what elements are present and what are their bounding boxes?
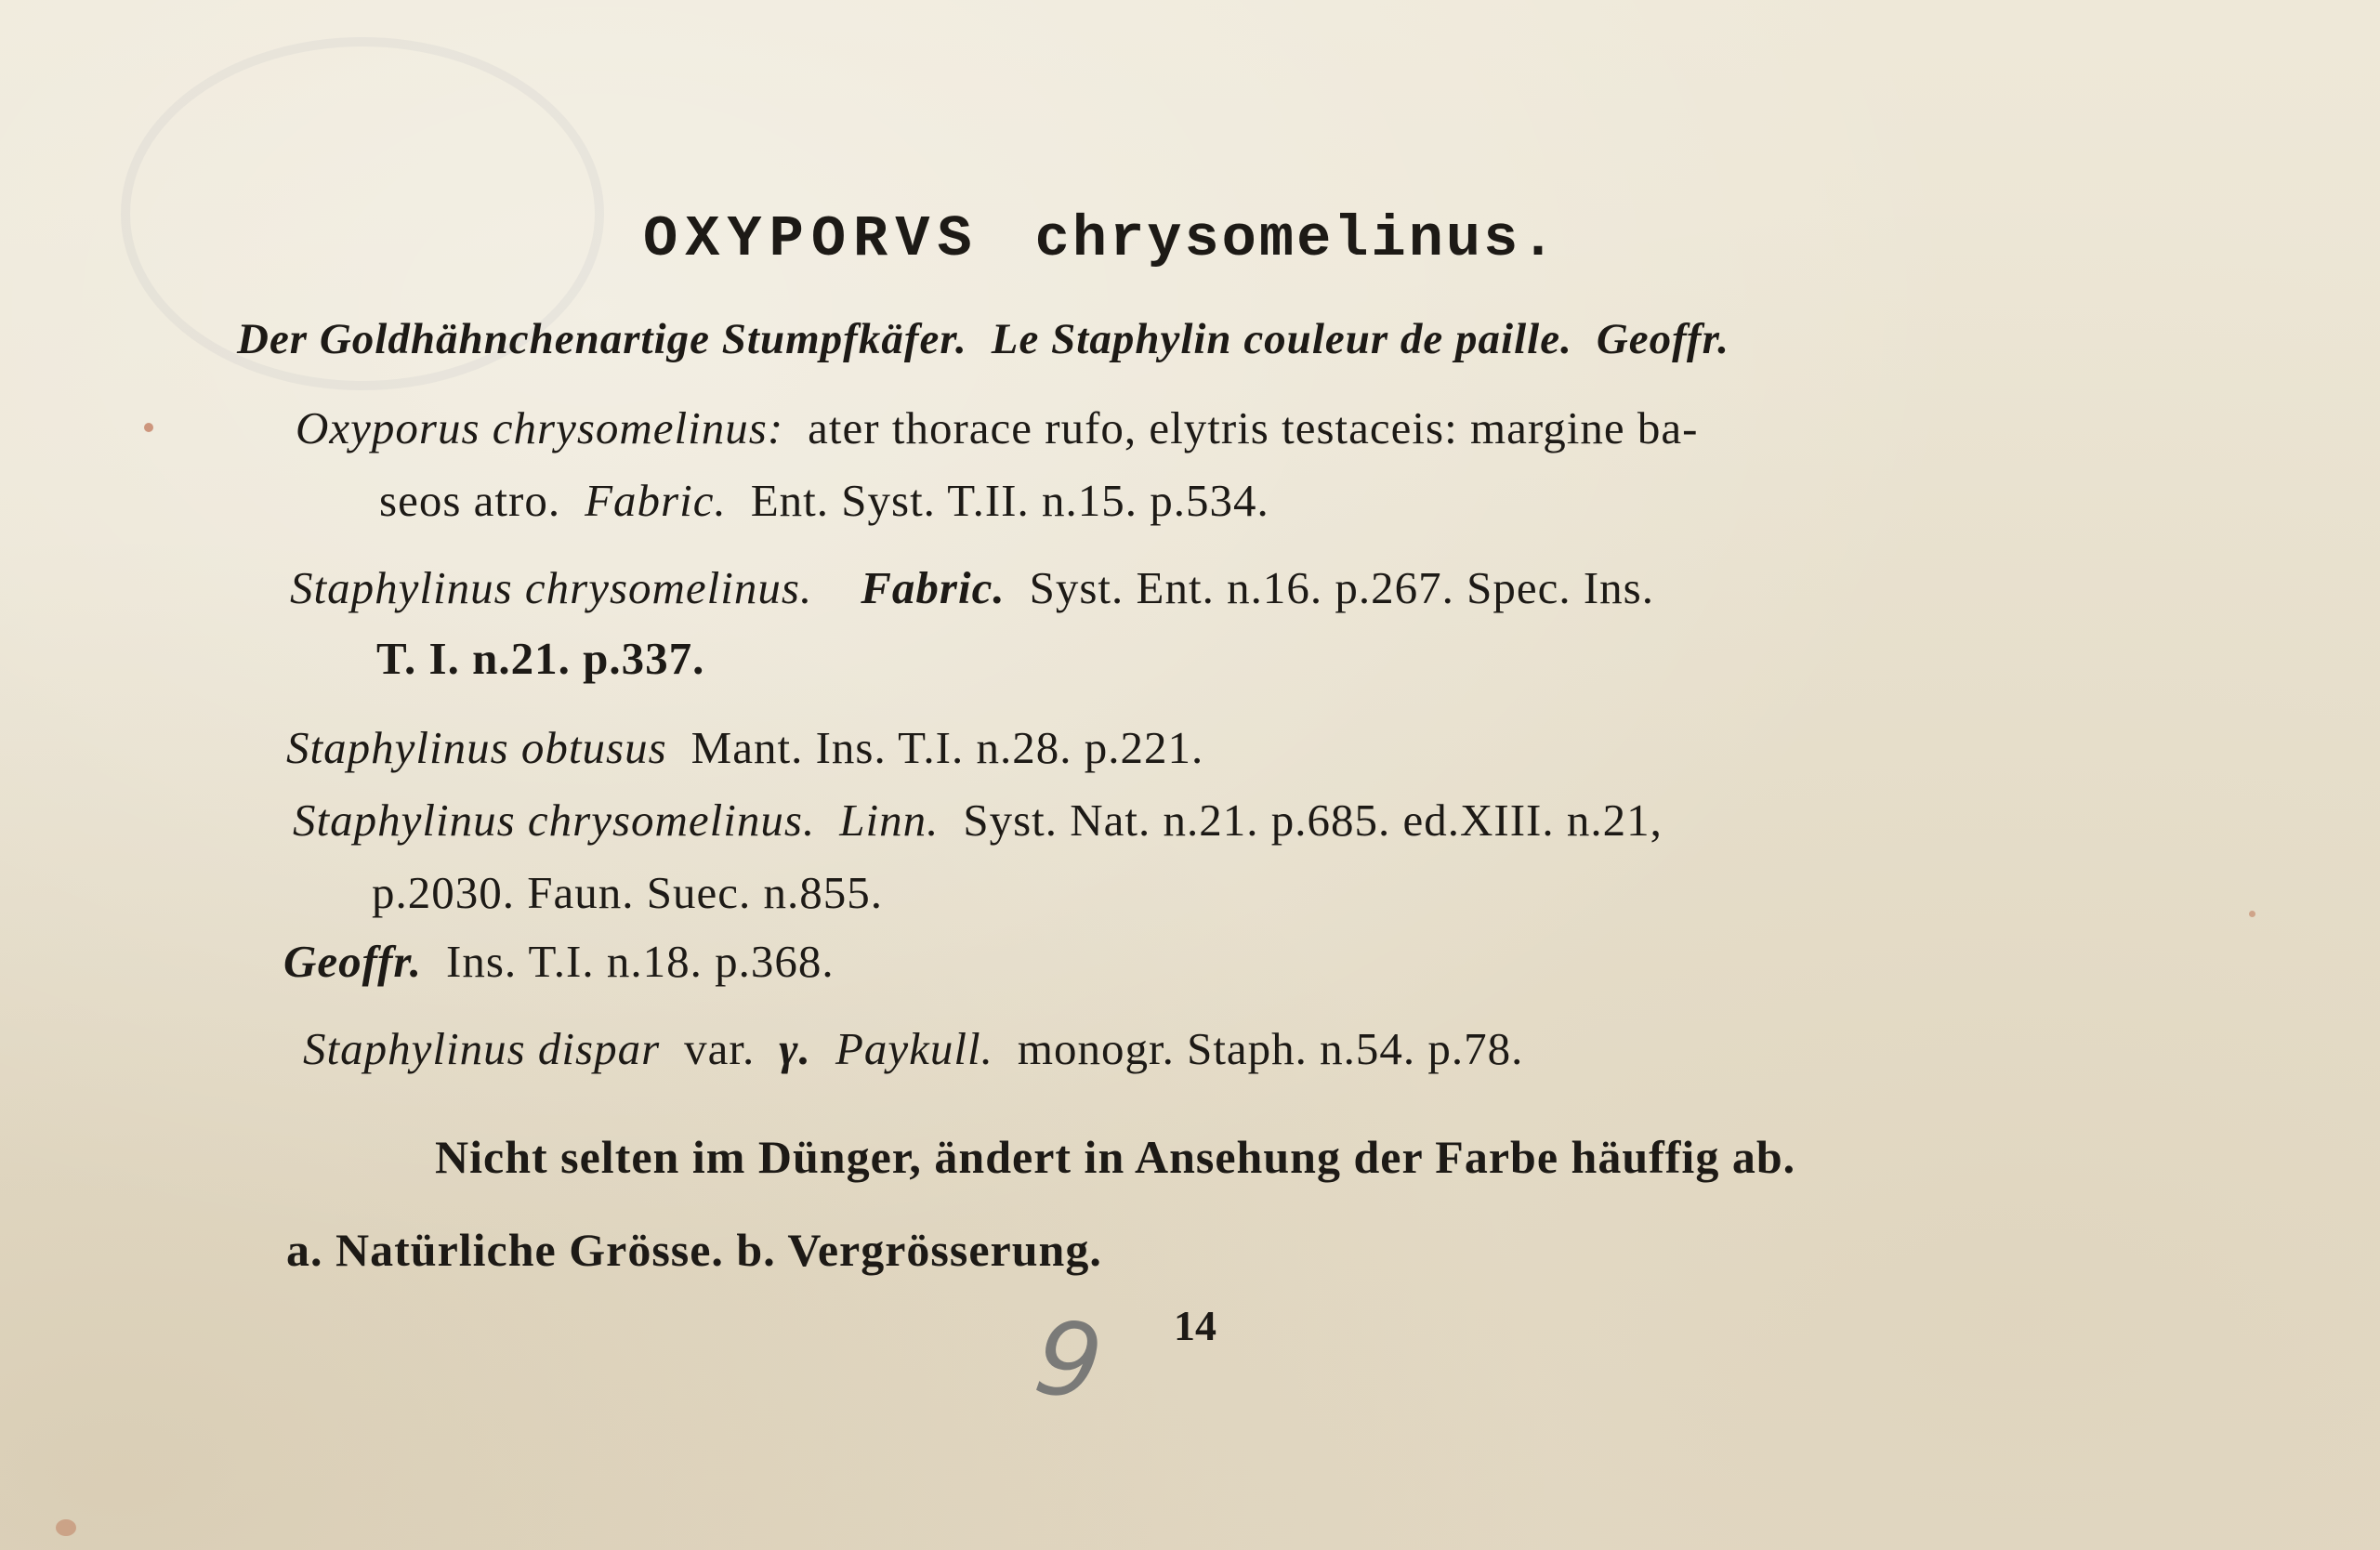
synonym-line-3 <box>290 561 1654 614</box>
citation: T. I. n.21. p.337. <box>376 633 705 684</box>
synonym-name: Staphylinus chrysomelinus. <box>293 795 816 846</box>
synonym-text: seos atro. <box>379 475 561 526</box>
synonym-line-8 <box>283 935 835 988</box>
synonym-text: ater thorace rufo, elytris testaceis: margine ba- <box>808 402 1699 453</box>
title-genus: OXYPORVS <box>643 206 980 272</box>
synonym-line-6 <box>293 794 1663 847</box>
synonym-text: var. <box>684 1023 756 1074</box>
synonym-name: Staphylinus obtusus <box>286 722 667 773</box>
subtitle-line <box>237 314 1729 364</box>
foxing-speck <box>56 1519 76 1536</box>
variety-mark: γ. <box>779 1023 811 1074</box>
citation-author: Fabric. <box>861 562 1006 613</box>
citation: monogr. Staph. n.54. p.78. <box>1017 1023 1524 1074</box>
synonym-line-5 <box>286 721 1203 774</box>
remark-line <box>435 1130 1795 1184</box>
citation: Syst. Nat. n.21. p.685. ed.XIII. n.21, <box>963 795 1663 846</box>
title-species: chrysomelinus. <box>1034 206 1558 272</box>
citation: Ins. T.I. n.18. p.368. <box>446 936 835 987</box>
synonym-line-1 <box>296 401 1698 454</box>
synonym-name: Staphylinus dispar <box>303 1023 661 1074</box>
subtitle-german: Der Goldhähnchenartige Stumpfkäfer. <box>237 315 967 363</box>
citation: Mant. Ins. T.I. n.28. p.221. <box>690 722 1204 773</box>
remark-text: Nicht selten im Dünger, ändert in Ansehung der Farbe häuffig ab. <box>435 1131 1796 1183</box>
page-number: 14 <box>1174 1302 1216 1349</box>
citation: Syst. Ent. n.16. p.267. Spec. Ins. <box>1029 562 1654 613</box>
synonym-name: Staphylinus chrysomelinus. <box>290 562 813 613</box>
foxing-speck <box>2249 911 2255 917</box>
synonym-line-9 <box>303 1022 1523 1075</box>
citation-author: Linn. <box>839 795 940 846</box>
citation-author: Paykull. <box>835 1023 993 1074</box>
synonym-line-7 <box>372 866 883 919</box>
subtitle-source: Geoffr. <box>1596 315 1730 363</box>
foxing-speck <box>144 423 153 432</box>
citation: p.2030. Faun. Suec. n.855. <box>372 867 883 918</box>
pencil-annotation: 9 <box>1028 1296 1110 1425</box>
legend-line <box>286 1223 1102 1277</box>
subtitle-french: Le Staphylin couleur de paille. <box>991 315 1572 363</box>
synonym-line-2 <box>379 474 1269 527</box>
legend-text: a. Natürliche Grösse. b. Vergrösserung. <box>286 1224 1102 1276</box>
citation-author: Fabric. <box>585 475 727 526</box>
synonym-name: Oxyporus chrysomelinus: <box>296 402 784 453</box>
document-title <box>643 206 1558 272</box>
synonym-line-4 <box>376 632 704 685</box>
citation: Ent. Syst. T.II. n.15. p.534. <box>750 475 1269 526</box>
synonym-name: Geoffr. <box>283 936 422 987</box>
